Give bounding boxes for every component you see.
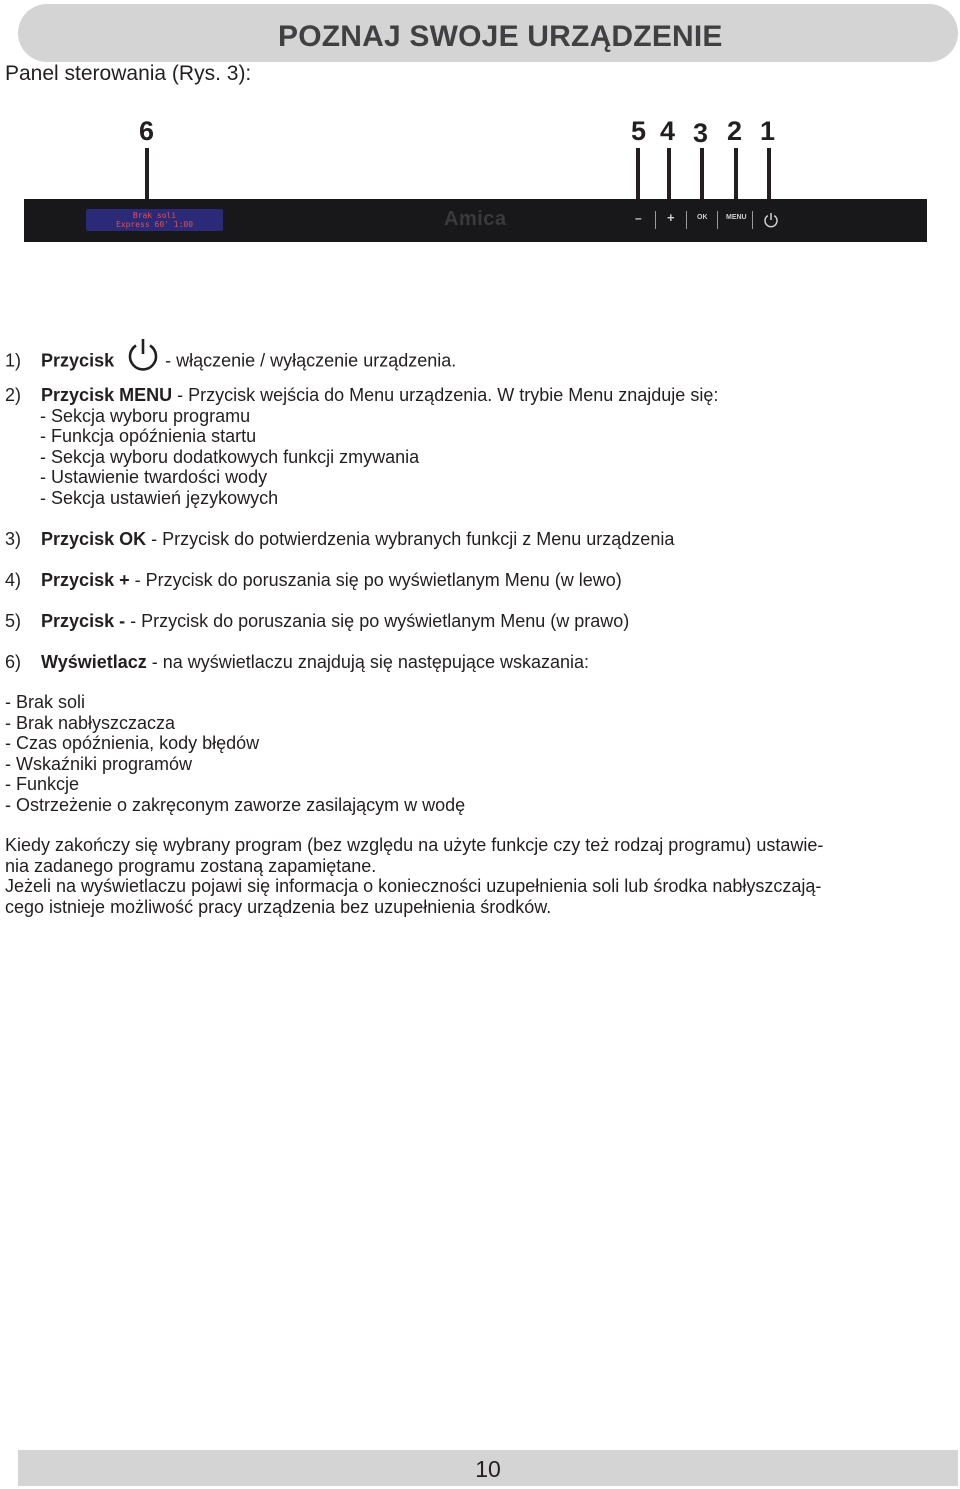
item-5 xyxy=(5,611,629,632)
panel-separator xyxy=(686,211,687,229)
item-description: - na wyświetlaczu znajdują się następujące wskazania: xyxy=(151,652,589,672)
display-line-2: Express 60' 1:00 xyxy=(115,220,194,229)
callout-5: 5 xyxy=(631,116,647,146)
item-description: - Przycisk do poruszania się po wyświetlanym Menu (w lewo) xyxy=(134,570,622,590)
item-label: Przycisk - xyxy=(41,611,126,631)
list-item: - Brak soli xyxy=(5,692,86,712)
brand-logo: Amica xyxy=(444,208,507,230)
item-4 xyxy=(5,570,622,591)
item-number: 4) xyxy=(5,570,22,590)
callout-line-2 xyxy=(734,148,738,200)
item-description: - Przycisk do potwierdzenia wybranych funkcji z Menu urządzenia xyxy=(151,529,675,549)
section-label: Panel sterowania (Rys. 3): xyxy=(5,62,252,85)
panel-menu-button: MENU xyxy=(726,214,747,221)
callout-6: 6 xyxy=(139,116,155,146)
item-3 xyxy=(5,529,674,550)
panel-display xyxy=(86,209,223,231)
callout-3: 3 xyxy=(693,118,709,148)
panel-separator xyxy=(752,211,753,229)
item-number: 3) xyxy=(5,529,22,549)
paragraph-line: Jeżeli na wyświetlaczu pojawi się informacja o konieczności uzupełnienia soli lub środka nabłyszczają- xyxy=(5,876,822,896)
item-2 xyxy=(5,385,718,406)
power-icon xyxy=(125,337,161,378)
item-label: Przycisk OK xyxy=(41,529,147,549)
paragraph-line: nia zadanego programu zostaną zapamiętane. xyxy=(5,856,377,876)
item-6 xyxy=(5,652,589,673)
callout-line-5 xyxy=(636,148,640,200)
list-item: - Sekcja wyboru dodatkowych funkcji zmywania xyxy=(40,447,420,467)
panel-plus-button: + xyxy=(667,210,675,225)
item-description: - Przycisk do poruszania się po wyświetlanym Menu (w prawo) xyxy=(130,611,630,631)
item-label: Przycisk MENU xyxy=(41,385,173,405)
list-item: - Funkcje xyxy=(5,774,80,794)
callout-4: 4 xyxy=(660,116,676,146)
list-item: - Wskaźniki programów xyxy=(5,754,193,774)
page-title: POZNAJ SWOJE URZĄDZENIE xyxy=(278,20,723,53)
list-item: - Brak nabłyszczacza xyxy=(5,713,176,733)
item-number: 1) xyxy=(5,350,22,371)
callout-2: 2 xyxy=(727,116,743,146)
callout-line-6 xyxy=(145,148,149,200)
item-number: 6) xyxy=(5,652,22,672)
item-1 xyxy=(5,345,456,378)
item-label: Przycisk xyxy=(41,350,115,371)
panel-ok-button: OK xyxy=(697,214,708,221)
panel-power-icon xyxy=(763,212,779,233)
callout-line-1 xyxy=(767,148,771,200)
control-panel xyxy=(24,199,927,242)
callout-line-4 xyxy=(667,148,671,200)
item-number: 5) xyxy=(5,611,22,631)
panel-separator xyxy=(655,211,656,229)
page-number: 10 xyxy=(475,1456,501,1482)
paragraph-line: cego istnieje możliwość pracy urządzenia bez uzupełnienia środków. xyxy=(5,897,552,917)
item-description: - Przycisk wejścia do Menu urządzenia. W trybie Menu znajduje się: xyxy=(177,385,719,405)
paragraph-line: Kiedy zakończy się wybrany program (bez względu na użyte funkcje czy też rodzaj programu) ustawie- xyxy=(5,835,824,855)
item-label: Przycisk + xyxy=(41,570,130,590)
list-item: - Sekcja ustawień językowych xyxy=(40,488,279,508)
item-label: Wyświetlacz xyxy=(41,652,147,672)
panel-minus-button: – xyxy=(635,211,642,225)
list-item: - Sekcja wyboru programu xyxy=(40,406,251,426)
list-item: - Czas opóźnienia, kody błędów xyxy=(5,733,260,753)
item-description: - włączenie / wyłączenie urządzenia. xyxy=(165,350,457,371)
footer-bar xyxy=(18,1450,958,1486)
item-number: 2) xyxy=(5,385,22,405)
display-line-1: Brak soli xyxy=(132,211,177,220)
callout-1: 1 xyxy=(760,116,776,146)
list-item: - Funkcja opóźnienia startu xyxy=(40,426,257,446)
list-item: - Ustawienie twardości wody xyxy=(40,467,268,487)
panel-separator xyxy=(717,211,718,229)
callout-line-3 xyxy=(700,148,704,200)
list-item: - Ostrzeżenie o zakręconym zaworze zasilającym w wodę xyxy=(5,795,466,815)
header-bar xyxy=(18,4,958,62)
